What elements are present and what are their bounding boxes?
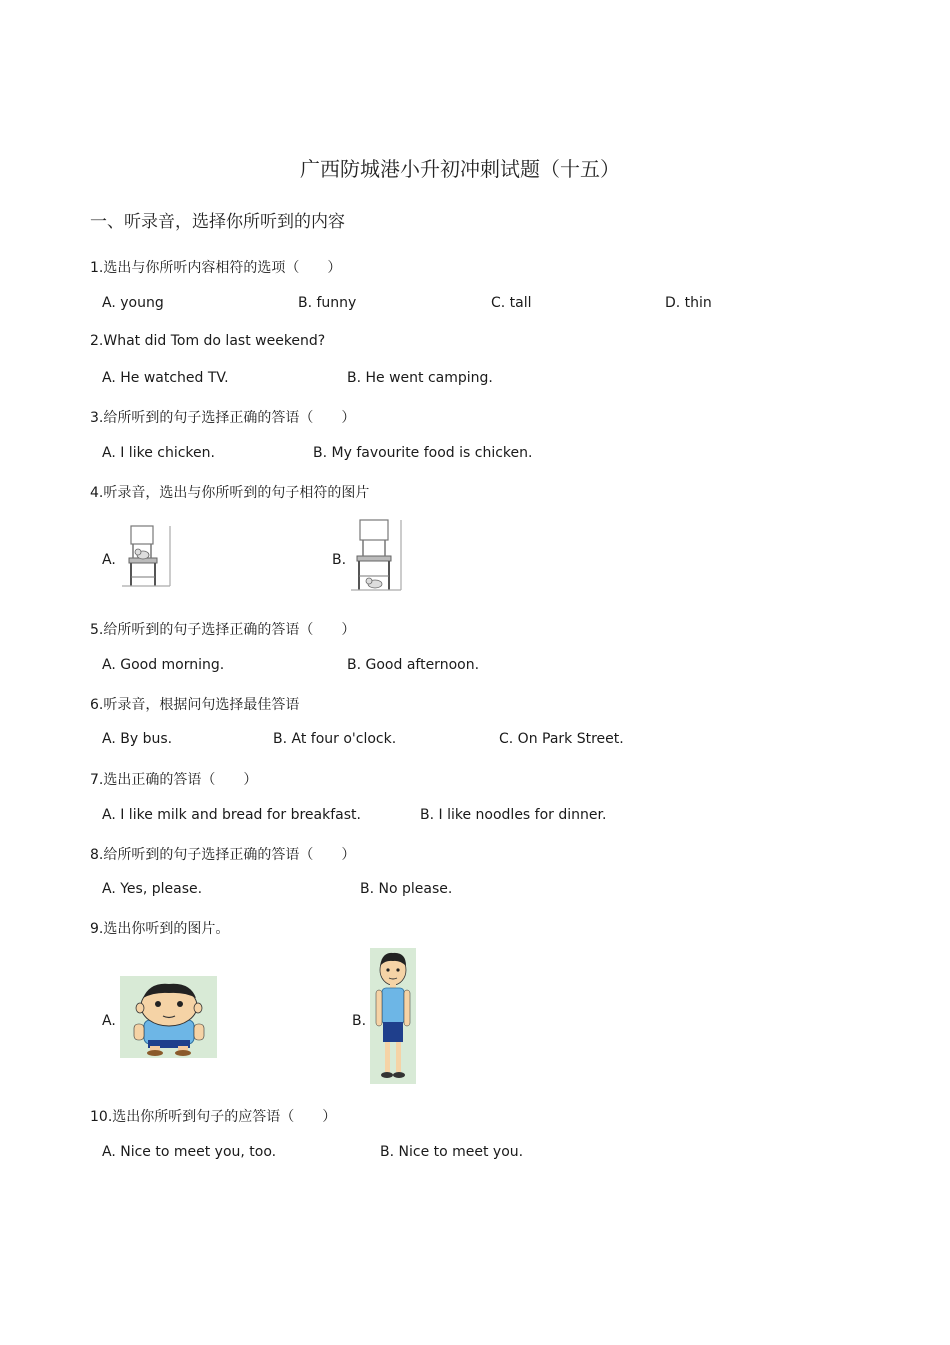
q7-option-b[interactable]: B. I like noodles for dinner. (420, 807, 607, 823)
q1-option-c[interactable]: C. tall (491, 295, 532, 311)
q4-option-a[interactable]: A. (102, 552, 116, 568)
q8-option-a[interactable]: A. Yes, please. (102, 881, 203, 897)
question-5: 5.给所听到的句子选择正确的答语（ ） (90, 622, 356, 638)
q1-option-a[interactable]: A. young (102, 295, 164, 311)
chair-with-cat-under-image[interactable] (348, 518, 404, 594)
question-6: 6.听录音，根据问句选择最佳答语 (90, 697, 300, 713)
page-title: 广西防城港小升初冲刺试题（十五） (300, 157, 620, 181)
question-4: 4.听录音，选出与你所听到的句子相符的图片 (90, 485, 370, 501)
q1-option-d[interactable]: D. thin (665, 295, 712, 311)
q1-option-b[interactable]: B. funny (298, 295, 357, 311)
question-1: 1.选出与你所听内容相符的选项（ ） (90, 260, 342, 276)
question-8: 8.给所听到的句子选择正确的答语（ ） (90, 847, 356, 863)
thin-boy-image[interactable] (370, 948, 416, 1084)
q10-option-b[interactable]: B. Nice to meet you. (380, 1144, 524, 1160)
q7-option-a[interactable]: A. I like milk and bread for breakfast. (102, 807, 361, 823)
question-9: 9.选出你听到的图片。 (90, 921, 230, 937)
chair-with-cat-on-seat-image[interactable] (118, 522, 174, 590)
q5-option-a[interactable]: A. Good morning. (102, 657, 225, 673)
question-7: 7.选出正确的答语（ ） (90, 772, 258, 788)
q6-option-a[interactable]: A. By bus. (102, 731, 173, 747)
q2-option-a[interactable]: A. He watched TV. (102, 370, 229, 386)
q3-option-b[interactable]: B. My favourite food is chicken. (313, 445, 533, 461)
question-3: 3.给所听到的句子选择正确的答语（ ） (90, 410, 356, 426)
q8-option-b[interactable]: B. No please. (360, 881, 453, 897)
q2-option-b[interactable]: B. He went camping. (347, 370, 493, 386)
q9-option-b[interactable]: B. (352, 1013, 367, 1029)
question-2: 2.What did Tom do last weekend? (90, 333, 326, 349)
q6-option-c[interactable]: C. On Park Street. (499, 731, 624, 747)
question-10: 10.选出你所听到句子的应答语（ ） (90, 1109, 337, 1125)
q5-option-b[interactable]: B. Good afternoon. (347, 657, 480, 673)
q10-option-a[interactable]: A. Nice to meet you, too. (102, 1144, 277, 1160)
section-heading: 一、听录音，选择你所听到的内容 (90, 212, 345, 232)
q9-option-a[interactable]: A. (102, 1013, 116, 1029)
q6-option-b[interactable]: B. At four o'clock. (273, 731, 397, 747)
q4-option-b[interactable]: B. (332, 552, 347, 568)
q3-option-a[interactable]: A. I like chicken. (102, 445, 215, 461)
fat-boy-image[interactable] (120, 976, 217, 1058)
